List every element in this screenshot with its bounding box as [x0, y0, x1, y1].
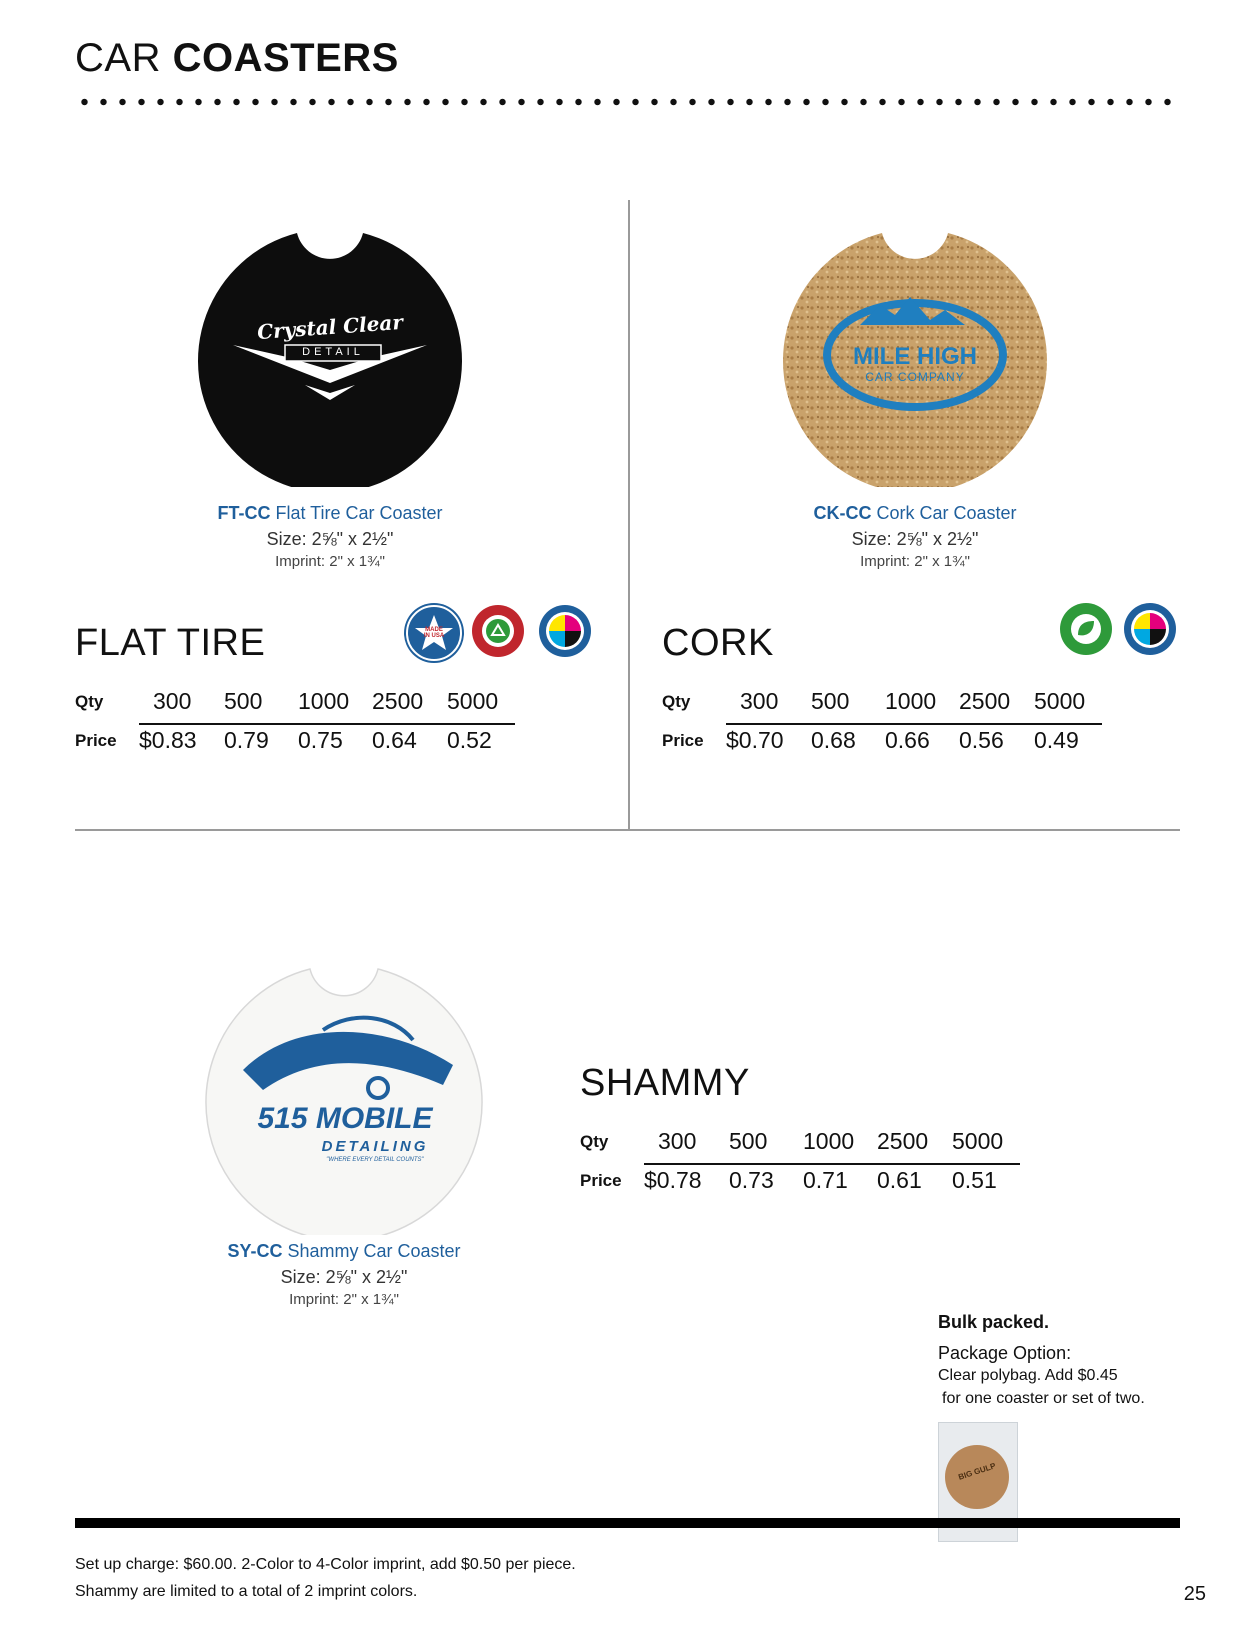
price-cell: $0.83	[139, 727, 197, 753]
table-rule	[726, 723, 1102, 725]
product-code: CK-CC	[813, 503, 872, 523]
cork-caption	[745, 504, 1085, 569]
package-option-line2: for one coaster or set of two.	[942, 1390, 1145, 1407]
flat-tire-coaster-image	[195, 225, 465, 487]
shammy-section-title: SHAMMY	[580, 1062, 750, 1104]
sustainable-material-icon	[1060, 603, 1112, 655]
table-rule	[644, 1163, 1020, 1165]
price-cell: 0.64	[372, 727, 417, 753]
product-size: Size: 2⅝" x 2½"	[266, 529, 394, 549]
product-name: Flat Tire Car Coaster	[275, 503, 443, 523]
footer-shammy-note: Shammy are limited to a total of 2 imprint colors.	[75, 1583, 418, 1600]
qty-cell: 1000	[885, 688, 937, 714]
qty-cell: 2500	[372, 688, 424, 714]
page-number: 25	[1183, 1583, 1206, 1605]
price-cell: 0.51	[952, 1167, 997, 1193]
price-cell: 0.66	[885, 727, 930, 753]
full-color-icon	[1124, 603, 1176, 655]
flat-tire-section-title: FLAT TIRE	[75, 622, 266, 664]
product-name: Shammy Car Coaster	[287, 1241, 461, 1261]
flat-tire-caption	[160, 504, 500, 569]
footer-setup-charge: Set up charge: $60.00. 2-Color to 4-Color imprint, add $0.50 per piece.	[75, 1556, 576, 1573]
price-cell: 0.71	[803, 1167, 848, 1193]
dotted-divider	[75, 98, 1180, 106]
page-title	[75, 36, 399, 81]
cork-price-table	[662, 688, 1122, 758]
cork-logo-text: MILE HIGH	[853, 343, 977, 370]
price-cell: 0.52	[447, 727, 492, 753]
price-cell: 0.56	[959, 727, 1004, 753]
qty-cell: 500	[224, 688, 263, 714]
made-in-usa-icon	[406, 605, 462, 661]
qty-label: Qty	[75, 692, 104, 711]
qty-cell: 300	[153, 688, 192, 714]
price-cell: 0.61	[877, 1167, 922, 1193]
price-label: Price	[662, 731, 704, 750]
flat-tire-price-table	[75, 688, 535, 758]
product-imprint: Imprint: 2" x 1¾"	[289, 1291, 399, 1308]
price-label: Price	[75, 731, 117, 750]
product-code: FT-CC	[217, 503, 271, 523]
package-option-line1: Clear polybag. Add $0.45	[938, 1367, 1118, 1384]
page-title-bold: COASTERS	[172, 36, 399, 80]
cork-logo-subtext: CAR COMPANY	[865, 370, 965, 384]
bulk-packed-heading: Bulk packed.	[938, 1312, 1050, 1332]
qty-cell: 5000	[447, 688, 499, 714]
product-size: Size: 2⅝" x 2½"	[851, 529, 979, 549]
product-name: Cork Car Coaster	[876, 503, 1017, 523]
recycled-icon	[472, 605, 524, 657]
cork-coaster-image	[780, 225, 1050, 487]
flat-tire-logo-subtext: DETAIL	[302, 346, 364, 358]
price-cell: 0.79	[224, 727, 269, 753]
price-cell: $0.70	[726, 727, 784, 753]
qty-cell: 1000	[298, 688, 350, 714]
qty-cell: 5000	[1034, 688, 1086, 714]
table-rule	[139, 723, 515, 725]
footer-bar	[75, 1518, 1180, 1528]
price-cell: 0.73	[729, 1167, 774, 1193]
price-cell: 0.75	[298, 727, 343, 753]
bag-coaster-text: BIG GULP	[957, 1461, 997, 1482]
shammy-logo-subtext: DETAILING	[321, 1138, 429, 1155]
qty-cell: 500	[729, 1128, 768, 1154]
shammy-coaster-image	[203, 960, 485, 1235]
full-color-icon	[539, 605, 591, 657]
price-cell: $0.78	[644, 1167, 702, 1193]
product-imprint: Imprint: 2" x 1¾"	[860, 553, 970, 570]
product-size: Size: 2⅝" x 2½"	[280, 1267, 408, 1287]
price-cell: 0.68	[811, 727, 856, 753]
product-code: SY-CC	[227, 1241, 283, 1261]
shammy-caption	[174, 1242, 514, 1307]
shammy-logo-tagline: "WHERE EVERY DETAIL COUNTS"	[326, 1157, 424, 1163]
made-in-usa-text: MADE IN USA	[423, 627, 445, 639]
qty-cell: 2500	[959, 688, 1011, 714]
qty-cell: 1000	[803, 1128, 855, 1154]
price-label: Price	[580, 1171, 622, 1190]
qty-cell: 300	[658, 1128, 697, 1154]
horizontal-divider	[75, 829, 1180, 831]
product-imprint: Imprint: 2" x 1¾"	[275, 553, 385, 570]
price-cell: 0.49	[1034, 727, 1079, 753]
shammy-logo-text: 515 MOBILE	[257, 1102, 433, 1135]
page-title-light: CAR	[75, 36, 161, 80]
flat-tire-logo-text: Crystal Clear	[256, 309, 404, 345]
cork-section-title: CORK	[662, 622, 774, 664]
vertical-divider	[628, 200, 630, 830]
qty-cell: 5000	[952, 1128, 1004, 1154]
qty-cell: 2500	[877, 1128, 929, 1154]
shammy-price-table	[580, 1128, 1040, 1198]
package-option-label: Package Option:	[938, 1343, 1072, 1363]
qty-label: Qty	[580, 1132, 609, 1151]
qty-label: Qty	[662, 692, 691, 711]
qty-cell: 500	[811, 688, 850, 714]
qty-cell: 300	[740, 688, 779, 714]
